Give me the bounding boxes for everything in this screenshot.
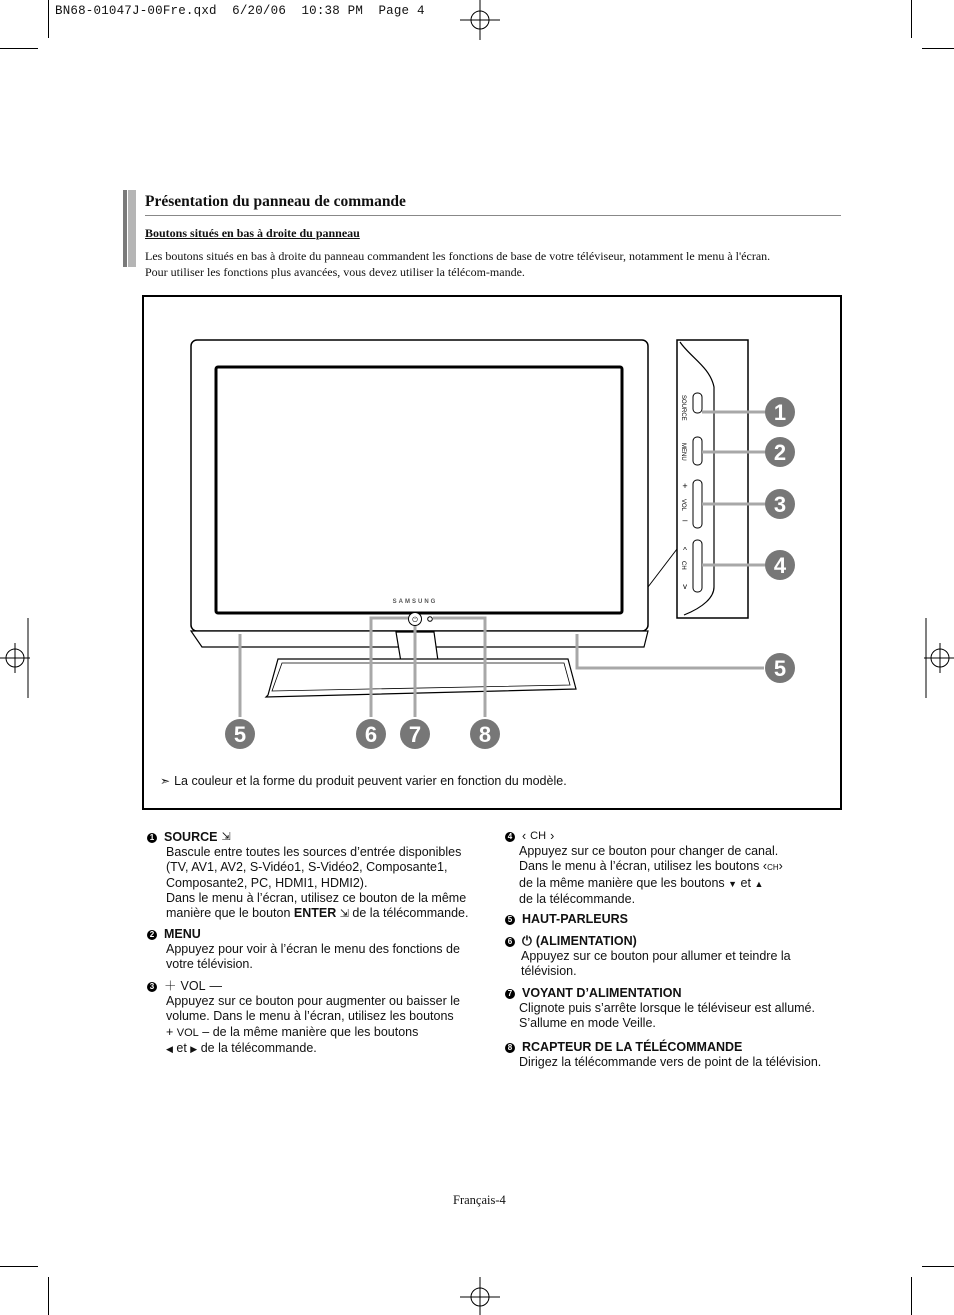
stand-base bbox=[266, 659, 576, 697]
item-vol: 3 ＋ VOL — Appuyez sur ce bouton pour augmenter ou baisser le volume. Dans le menu à l’écran, utilisez les boutons + VOL – de la même manière que les boutons ◀ et ▶ de la télécommande. bbox=[147, 979, 492, 1057]
item-line: S’allume en mode Veille. bbox=[519, 1016, 656, 1031]
registration-mark-bottom bbox=[460, 1277, 500, 1315]
svg-text:–: – bbox=[682, 515, 688, 525]
right-arrow-icon: ▶ bbox=[190, 1043, 198, 1054]
item-line: Dirigez la télécommande vers de point de la télévision. bbox=[519, 1055, 822, 1070]
crop-mark bbox=[48, 1277, 49, 1315]
title-rule bbox=[145, 215, 841, 216]
item-line: Appuyez sur ce bouton pour allumer et teindre la bbox=[521, 949, 791, 964]
item-line: votre télévision. bbox=[166, 957, 253, 972]
intro-line: Pour utiliser les fonctions plus avancées, vous devez utiliser la télécom-mande. bbox=[145, 264, 525, 279]
crop-mark bbox=[922, 1266, 954, 1267]
item-label: (ALIMENTATION) bbox=[535, 934, 637, 948]
item-speakers bbox=[505, 912, 850, 927]
item-line: de la télécommande. bbox=[519, 891, 636, 906]
item-line: Appuyez pour voir à l’écran le menu des fonctions de bbox=[166, 942, 460, 957]
item-menu bbox=[147, 927, 492, 973]
item-label: VOL bbox=[180, 979, 206, 993]
callout-8: 8 bbox=[478, 722, 492, 747]
side-source-button bbox=[693, 393, 702, 413]
callout-7: 7 bbox=[408, 722, 422, 747]
source-enter-icon: ⇲ bbox=[221, 831, 231, 843]
file-slug: BN68-01047J-00Fre.qxd 6/20/06 10:38 PM Page 4 bbox=[55, 4, 425, 18]
note-text: La couleur et la forme du produit peuvent varier en fonction du modèle. bbox=[174, 774, 567, 788]
item-number: 1 bbox=[147, 833, 157, 843]
down-arrow-icon: ▼ bbox=[728, 878, 738, 889]
tv-illustration bbox=[144, 297, 840, 767]
side-ch-button bbox=[693, 540, 702, 592]
item-line: manière que le bouton ENTER ⇲ de la télécommande. bbox=[166, 906, 469, 921]
crop-mark bbox=[0, 48, 38, 49]
item-label: VOYANT D’ALIMENTATION bbox=[522, 986, 682, 1000]
item-label: MENU bbox=[164, 927, 201, 941]
callout-5-right: 5 bbox=[773, 656, 787, 681]
item-label: HAUT-PARLEURS bbox=[522, 912, 629, 926]
svg-text:v: v bbox=[683, 582, 687, 591]
crop-mark bbox=[922, 48, 954, 49]
item-line: ◀ et ▶ de la télécommande. bbox=[166, 1040, 317, 1055]
callout-1: 1 bbox=[773, 400, 787, 425]
item-line: de la même manière que les boutons ▼ et ▲ bbox=[519, 875, 764, 890]
intro-text bbox=[145, 249, 835, 280]
intro-line: Les boutons situés en bas à droite du panneau commandent les fonctions de base de votre téléviseur, notamment le menu à l'écran. bbox=[145, 249, 771, 263]
side-label-vol: VOL bbox=[680, 499, 686, 512]
item-number: 5 bbox=[505, 915, 515, 925]
side-label-menu: MENU bbox=[680, 443, 686, 461]
registration-mark-left bbox=[0, 618, 30, 698]
section-title: Présentation du panneau de commande bbox=[145, 193, 406, 210]
item-line: Bascule entre toutes les sources d’entrée disponibles bbox=[166, 845, 462, 860]
item-line: + VOL – de la même manière que les boutons bbox=[166, 1024, 419, 1039]
item-number: 2 bbox=[147, 930, 157, 940]
callout-5-left: 5 bbox=[233, 722, 247, 747]
item-line: Appuyez sur ce bouton pour augmenter ou baisser le bbox=[166, 994, 460, 1009]
registration-mark-top bbox=[460, 0, 500, 40]
tv-screen bbox=[216, 367, 622, 613]
item-ch bbox=[505, 829, 850, 907]
callout-4: 4 bbox=[773, 553, 787, 578]
svg-text:^: ^ bbox=[683, 546, 687, 555]
chevron-right-icon: › bbox=[550, 829, 555, 843]
item-number: 3 bbox=[147, 982, 157, 992]
brand-label: SAMSUNG bbox=[392, 599, 438, 605]
item-number: 6 bbox=[505, 937, 515, 947]
item-label: CH bbox=[530, 830, 547, 842]
side-menu-button bbox=[693, 437, 702, 465]
power-icon: ⏻ bbox=[522, 934, 532, 948]
power-indicator bbox=[428, 617, 433, 622]
callout-2: 2 bbox=[773, 440, 787, 465]
item-power bbox=[505, 934, 850, 980]
item-line: Composante2, PC, HDMI1, HDMI2). bbox=[166, 875, 368, 890]
section-bar bbox=[123, 190, 136, 267]
note-arrow-icon: ➣ bbox=[160, 774, 171, 788]
svg-text:+: + bbox=[682, 481, 688, 491]
item-number: 7 bbox=[505, 989, 515, 999]
up-arrow-icon: ▲ bbox=[754, 878, 764, 889]
item-number: 4 bbox=[505, 832, 515, 842]
item-label: RCAPTEUR DE LA TÉLÉCOMMANDE bbox=[522, 1040, 743, 1054]
item-sensor bbox=[505, 1040, 850, 1070]
side-label-ch: CH bbox=[680, 561, 686, 570]
item-line: (TV, AV1, AV2, S-Vidéo1, S-Vidéo2, Composante1, bbox=[166, 860, 448, 875]
chevron-left-icon: ‹ bbox=[522, 829, 527, 843]
item-line: Clignote puis s’arrête lorsque le téléviseur est allumé. bbox=[519, 1001, 815, 1016]
item-line: Appuyez sur ce bouton pour changer de canal. bbox=[519, 844, 779, 859]
registration-mark-right bbox=[924, 618, 954, 698]
item-number: 8 bbox=[505, 1043, 515, 1053]
item-line: volume. Dans le menu à l’écran, utilisez les boutons bbox=[166, 1009, 454, 1024]
item-line: Dans le menu à l’écran, utilisez les boutons ‹CH› bbox=[519, 859, 783, 874]
side-vol-button bbox=[693, 480, 702, 528]
item-source bbox=[147, 830, 492, 922]
crop-mark bbox=[911, 1277, 912, 1315]
side-label-source: SOURCE bbox=[680, 395, 686, 421]
power-symbol-icon: ⏻ bbox=[412, 617, 418, 624]
enter-icon: ⇲ bbox=[339, 908, 349, 921]
figure-note bbox=[160, 774, 567, 788]
section-subtitle: Boutons situés en bas à droite du panneau bbox=[145, 226, 360, 240]
item-label: SOURCE bbox=[164, 830, 218, 844]
item-line: télévision. bbox=[521, 964, 577, 979]
callout-3: 3 bbox=[773, 492, 787, 517]
crop-mark bbox=[48, 0, 49, 38]
crop-mark bbox=[911, 0, 912, 38]
page-number: Français-4 bbox=[453, 1193, 506, 1207]
item-line: Dans le menu à l’écran, utilisez ce bouton de la même bbox=[166, 890, 467, 905]
item-indicator bbox=[505, 986, 850, 1032]
crop-mark bbox=[0, 1266, 38, 1267]
callout-6: 6 bbox=[364, 722, 378, 747]
left-arrow-icon: ◀ bbox=[166, 1043, 173, 1054]
